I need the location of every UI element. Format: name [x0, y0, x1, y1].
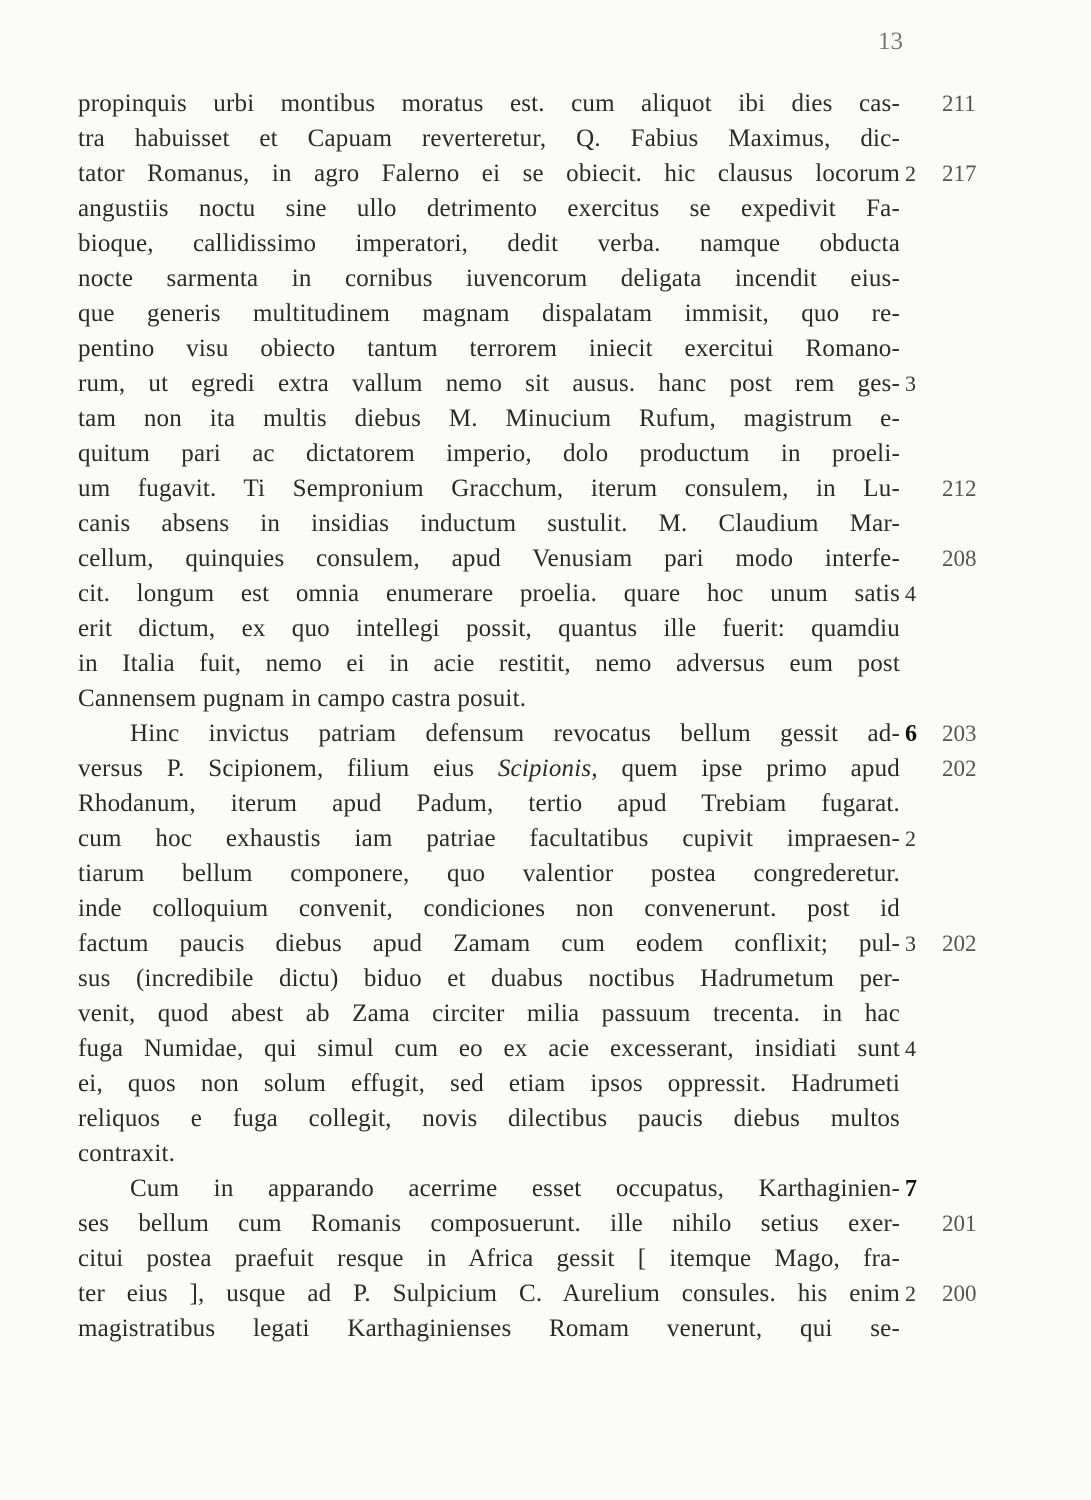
text-line: pentino visu obiecto tantum terrorem iniecit exercitui Romano-: [78, 335, 900, 362]
text-line: contraxit.: [78, 1140, 176, 1167]
text-line: quitum pari ac dictatorem imperio, dolo productum in proeli-: [78, 440, 900, 467]
text-line: reliquos e fuga collegit, novis dilectibus paucis diebus multos: [78, 1105, 900, 1132]
year-note: 217: [942, 161, 977, 186]
text-line: cit. longum est omnia enumerare proelia. quare hoc unum satis: [78, 580, 900, 607]
text-line: ter eius ], usque ad P. Sulpicium C. Aurelium consules. his enim: [78, 1280, 900, 1307]
section-mark: 2: [905, 161, 916, 186]
text-line: in Italia fuit, nemo ei in acie restitit, nemo adversus eum post: [78, 650, 900, 677]
text-line: magistratibus legati Karthaginienses Romam venerunt, qui se-: [78, 1315, 900, 1342]
text-line: [78, 755, 900, 783]
italic-name: Scipionis: [497, 755, 592, 782]
year-note: 211: [942, 91, 976, 116]
text-line: nocte sarmenta in cornibus iuvencorum deligata incendit eius-: [78, 265, 900, 292]
chapter-mark: 6: [905, 721, 917, 747]
year-note: 200: [942, 1281, 977, 1306]
year-note: 202: [942, 756, 977, 781]
year-note: 208: [942, 546, 977, 571]
text-line: propinquis urbi montibus moratus est. cum aliquot ibi dies cas-: [78, 90, 900, 117]
text-line: rum, ut egredi extra vallum nemo sit ausus. hanc post rem ges-: [78, 370, 900, 397]
text-line: um fugavit. Ti Sempronium Gracchum, iterum consulem, in Lu-: [78, 475, 900, 502]
text-line: cellum, quinquies consulem, apud Venusiam pari modo interfe-: [78, 545, 900, 572]
text-line: sus (incredibile dictu) biduo et duabus noctibus Hadrumetum per-: [78, 965, 900, 992]
text-line: venit, quod abest ab Zama circiter milia passuum trecenta. in hac: [78, 1000, 900, 1027]
text-line: Cum in apparando acerrime esset occupatus, Karthaginien-: [130, 1175, 900, 1202]
text-line: bioque, callidissimo imperatori, dedit verba. namque obducta: [78, 230, 900, 257]
text-line: Hinc invictus patriam defensum revocatus bellum gessit ad-: [130, 720, 900, 747]
text-line: ei, quos non solum effugit, sed etiam ipsos oppressit. Hadrumeti: [78, 1070, 900, 1097]
text-line: angustiis noctu sine ullo detrimento exercitus se expedivit Fa-: [78, 195, 900, 222]
text-span: , quem ipse primo apud: [591, 755, 901, 782]
text-line: ses bellum cum Romanis composuerunt. ille nihilo setius exer-: [78, 1210, 900, 1237]
text-line: Cannensem pugnam in campo castra posuit.: [78, 685, 527, 712]
text-line: que generis multitudinem magnam dispalatam immisit, quo re-: [78, 300, 900, 327]
page-number: 13: [878, 28, 903, 55]
year-note: 212: [942, 476, 977, 501]
year-note: 201: [942, 1211, 977, 1236]
section-mark: 3: [905, 931, 916, 956]
year-note: 203: [942, 721, 977, 746]
text-line: fuga Numidae, qui simul cum eo ex acie excesserant, insidiati sunt: [78, 1035, 900, 1062]
section-mark: 2: [905, 826, 916, 851]
text-line: cum hoc exhaustis iam patriae facultatibus cupivit impraesen-: [78, 825, 900, 852]
text-line: Rhodanum, iterum apud Padum, tertio apud Trebiam fugarat.: [78, 790, 900, 817]
text-line: erit dictum, ex quo intellegi possit, quantus ille fuerit: quamdiu: [78, 615, 900, 642]
text-span: versus P. Scipionem, filium eius: [78, 755, 475, 782]
text-line: factum paucis diebus apud Zamam cum eodem conflixit; pul-: [78, 930, 900, 957]
text-line: tator Romanus, in agro Falerno ei se obiecit. hic clausus locorum: [78, 160, 900, 187]
chapter-mark: 7: [905, 1176, 917, 1202]
section-mark: 4: [905, 1036, 916, 1061]
text-line: inde colloquium convenit, condiciones non convenerunt. post id: [78, 895, 900, 922]
text-line: tra habuisset et Capuam reverteretur, Q. Fabius Maximus, dic-: [78, 125, 900, 152]
section-mark: 3: [905, 371, 916, 396]
section-mark: 4: [905, 581, 916, 606]
text-line: canis absens in insidias inductum sustulit. M. Claudium Mar-: [78, 510, 900, 537]
section-mark: 2: [905, 1281, 916, 1306]
year-note: 202: [942, 931, 977, 956]
text-line: tiarum bellum componere, quo valentior postea congrederetur.: [78, 860, 900, 887]
text-line: tam non ita multis diebus M. Minucium Rufum, magistrum e-: [78, 405, 900, 432]
text-line: citui postea praefuit resque in Africa gessit [ itemque Mago, fra-: [78, 1245, 900, 1272]
